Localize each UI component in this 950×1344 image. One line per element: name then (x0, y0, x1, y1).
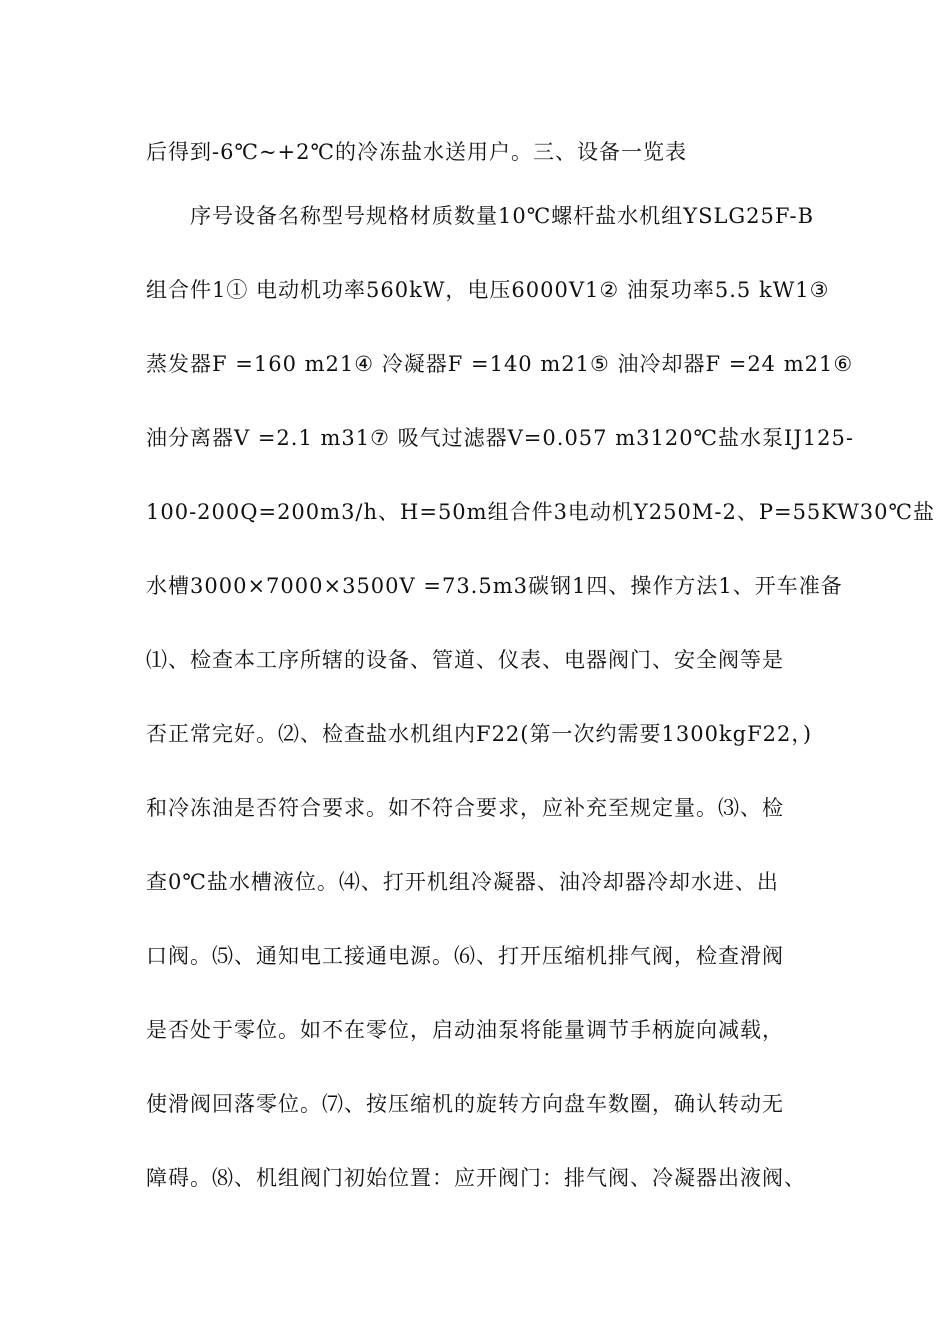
text-line-7: 水槽3000×7000×3500V =73.5m3碳钢1四、操作方法1、开车准备 (146, 574, 843, 598)
text-line-8: ⑴、检查本工序所辖的设备、管道、仪表、电器阀门、安全阀等是 (146, 648, 784, 672)
text-line-2: 序号设备名称型号规格材质数量10℃螺杆盐水机组YSLG25F-B (190, 204, 815, 228)
text-line-9: 否正常完好。⑵、检查盐水机组内F22(第一次约需要1300kgF22，) (146, 722, 813, 746)
text-line-3: 组合件1① 电动机功率560kW，电压6000V1② 油泵功率5.5 kW1③ (146, 278, 830, 302)
text-line-5: 油分离器V =2.1 m31⑦ 吸气过滤器V=0.057 m3120℃盐水泵IJ125- (146, 426, 854, 450)
text-line-15: 障碍。⑻、机组阀门初始位置：应开阀门：排气阀、冷凝器出液阀、 (146, 1166, 806, 1190)
text-line-13: 是否处于零位。如不在零位，启动油泵将能量调节手柄旋向减载， (146, 1018, 784, 1042)
text-line-14: 使滑阀回落零位。⑺、按压缩机的旋转方向盘车数圈，确认转动无 (146, 1092, 784, 1116)
text-line-11: 查0℃盐水槽液位。⑷、打开机组冷凝器、油冷却器冷却水进、出 (146, 870, 779, 894)
text-line-6: 100-200Q=200m3/h、H=50m组合件3电动机Y250M-2、P=55KW30℃盐 (146, 500, 936, 524)
text-line-4: 蒸发器F =160 m21④ 冷凝器F =140 m21⑤ 油冷却器F =24 m21⑥ (146, 352, 854, 376)
text-line-10: 和冷冻油是否符合要求。如不符合要求，应补充至规定量。⑶、检 (146, 796, 784, 820)
text-line-1: 后得到-6℃~+2℃的冷冻盐水送用户。三、设备一览表 (146, 140, 687, 164)
text-line-12: 口阀。⑸、通知电工接通电源。⑹、打开压缩机排气阀，检查滑阀 (146, 944, 784, 968)
